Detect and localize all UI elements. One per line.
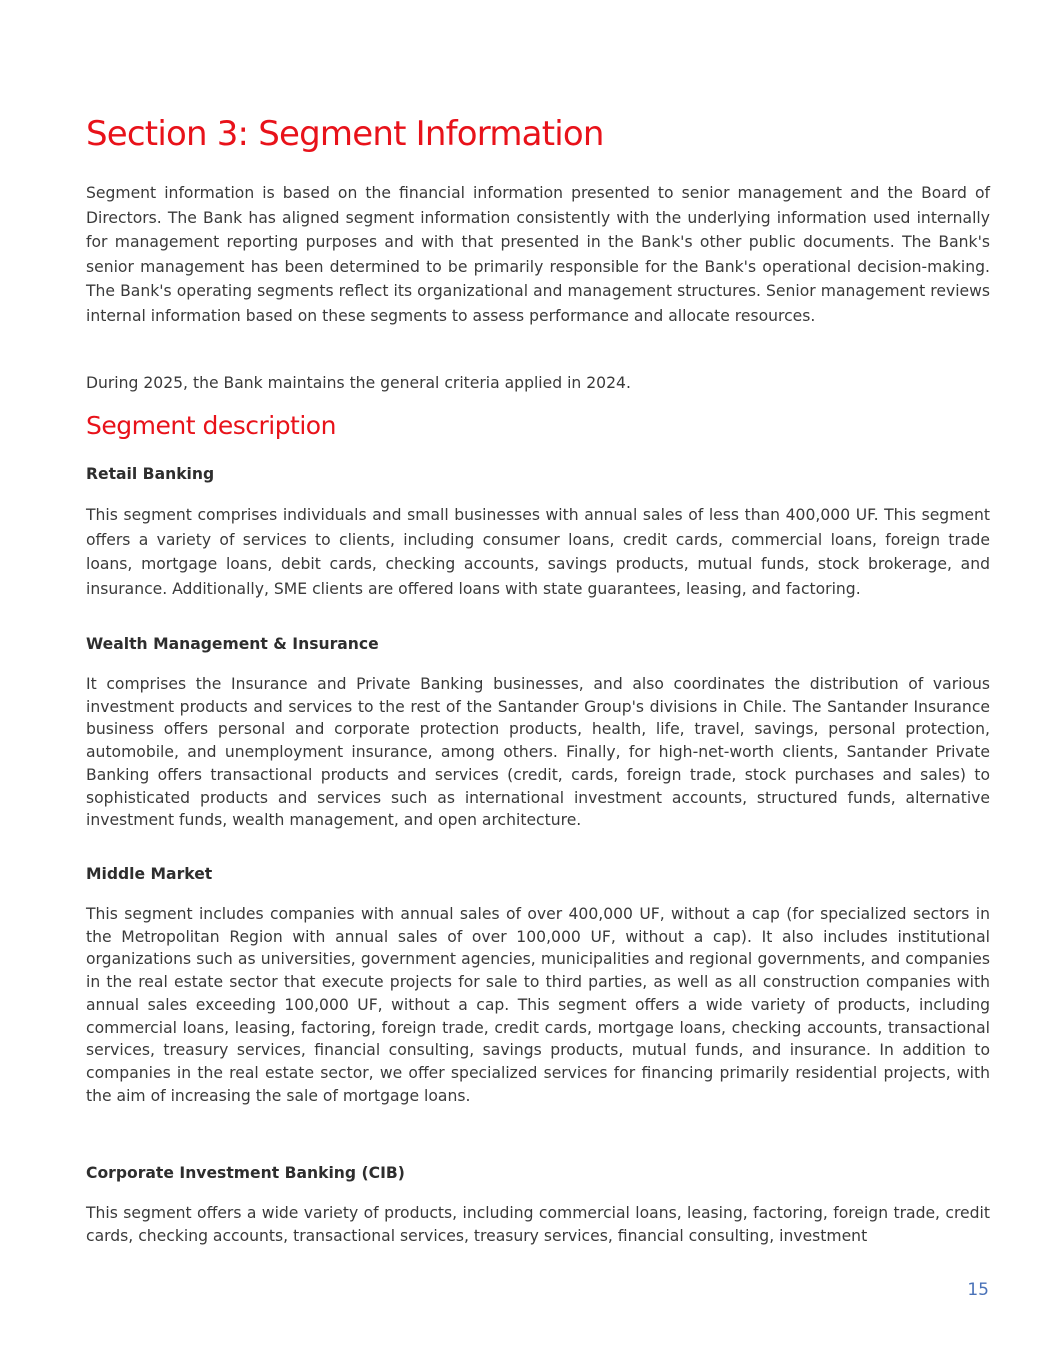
criteria-paragraph: During 2025, the Bank maintains the general criteria applied in 2024.	[86, 374, 631, 392]
segment-text-cib: This segment offers a wide variety of products, including commercial loans, leasing, factoring, foreign trade, credit cards, checking accounts, transactional services, treasury services, financial consulting, investment	[86, 1204, 990, 1245]
segment-title-retail-banking: Retail Banking	[86, 465, 215, 483]
segment-title-cib: Corporate Investment Banking (CIB)	[86, 1164, 405, 1182]
segment-description-heading: Segment description	[86, 411, 336, 440]
page-title: Section 3: Segment Information	[86, 114, 604, 154]
segment-title-middle-market: Middle Market	[86, 865, 213, 883]
segment-text-middle-market: This segment includes companies with annual sales of over 400,000 UF, without a cap (for specialized sectors in the Metropolitan Region with annual sales of over 100,000 UF, without a cap). It also includes institutional organizations such as universities, government agencies, municipalities and regional governments, and companies in the real estate sector that execute projects for sale to third parties, as well as all construction companies with annual sales exceeding 100,000 UF, without a cap. This segment offers a wide variety of products, including commercial loans, leasing, factoring, foreign trade, credit cards, mortgage loans, checking accounts, transactional services, treasury services, financial consulting, savings products, mutual funds, and insurance. In addition to companies in the real estate sector, we offer specialized services for financing primarily residential projects, with the aim of increasing the sale of mortgage loans.	[86, 905, 990, 1105]
segment-text-wealth-management: It comprises the Insurance and Private Banking businesses, and also coordinates the distribution of various investment products and services to the rest of the Santander Group's divisions in Chile. The Santander Insurance business offers personal and corporate protection products, health, life, travel, savings, personal protection, automobile, and unemployment insurance, among others. Finally, for high-net-worth clients, Santander Private Banking offers transactional products and services (credit, cards, foreign trade, stock purchases and sales) to sophisticated products and services such as international investment accounts, structured funds, alternative investment funds, wealth management, and open architecture.	[86, 675, 990, 830]
segment-title-wealth-management: Wealth Management & Insurance	[86, 635, 379, 653]
page-number: 15	[967, 1280, 989, 1300]
segment-text-retail-banking: This segment comprises individuals and small businesses with annual sales of less than 400,000 UF. This segment offers a variety of services to clients, including consumer loans, credit cards, commercial loans, foreign trade loans, mortgage loans, debit cards, checking accounts, savings products, mutual funds, stock brokerage, and insurance. Additionally, SME clients are offered loans with state guarantees, leasing, and factoring.	[86, 506, 990, 598]
intro-paragraph: Segment information is based on the financial information presented to senior management and the Board of Directors. The Bank has aligned segment information consistently with the underlying information used internally for management reporting purposes and with that presented in the Bank's other public documents. The Bank's senior management has been determined to be primarily responsible for the Bank's operational decision-making. The Bank's operating segments reflect its organizational and management structures. Senior management reviews internal information based on these segments to assess performance and allocate resources.	[86, 184, 990, 325]
